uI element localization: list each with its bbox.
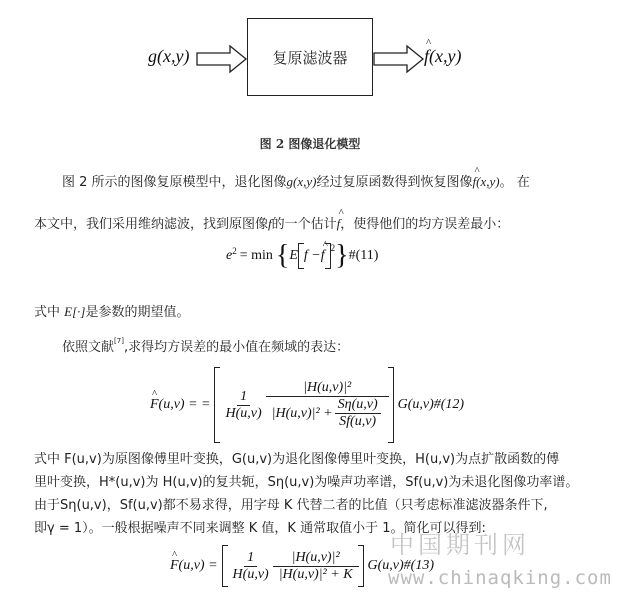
paragraph-1: 图 2 所示的图像复原模型中，退化图像g(x,y)经过复原函数得到恢复图像^ f(x,y)。 在 xyxy=(62,171,530,190)
paragraph-5-line-4: 即γ = 1）。一般根据噪声不同来调整 K 值，K 通常取值小于 1。简化可以得到: xyxy=(34,521,486,536)
paragraph-5-line-1: 式中 F(u,v)为原图像傅里叶变换，G(u,v)为退化图像傅里叶变换，H(u,v)为点扩散函数的傅 xyxy=(34,452,560,467)
output-arrow-icon xyxy=(373,44,425,74)
paragraph-5-line-2: 里叶变换，H*(u,v)为 H(u,v)的复共轭，Sη(u,v)为噪声功率谱，Sf(u,v)为未退化图像功率谱。 xyxy=(34,475,579,490)
paragraph-4: 依照文献[7],求得均方误差的最小值在频域的表达： xyxy=(62,337,350,355)
restoration-filter-box xyxy=(247,18,373,96)
watermark-site-name: 中国期刊网 xyxy=(390,531,530,559)
output-label: ^ f(x,y) xyxy=(424,46,461,67)
figure-caption: 图 2 图像退化模型 xyxy=(259,137,361,151)
equation-13: ^ F(u,v) = $\frac{1}{H(u,v)}$ $\frac{\text{|H(u,v)|²}}{\text{|H(u,v)|² + K}}$ G(u,v)#(13) xyxy=(170,538,434,594)
equation-11: e $^2$ = min { E f − ^ f $^2$ } #(11) xyxy=(226,238,378,274)
filter-label: 复原滤波器 xyxy=(272,48,348,67)
paragraph-3: 式中 E[·]是参数的期望值。 xyxy=(34,304,190,320)
input-arrow-icon xyxy=(196,44,248,74)
degradation-diagram xyxy=(0,0,620,125)
paragraph-5-line-3: 由于Sη(u,v)，Sf(u,v)都不易求得，用字母 K 代替二者的比值（只考虑标准滤波器条件下, xyxy=(34,498,548,513)
paragraph-2: 本文中，我们采用维纳滤波，找到原图像f的一个估计^ f，使得他们的均方误差最小： xyxy=(34,213,509,232)
equation-12: ^ F(u,v) = = $\frac{1}{H(u,v)}$ |H(u,v)|² |H(u,v)|² + $\frac{S\eta(u,v)}{Sf(u,v)}$ G(u,v)#(12) xyxy=(150,366,464,444)
input-label: g(x,y) xyxy=(148,46,190,66)
watermark-url: www.chinaqking.com xyxy=(388,567,612,589)
